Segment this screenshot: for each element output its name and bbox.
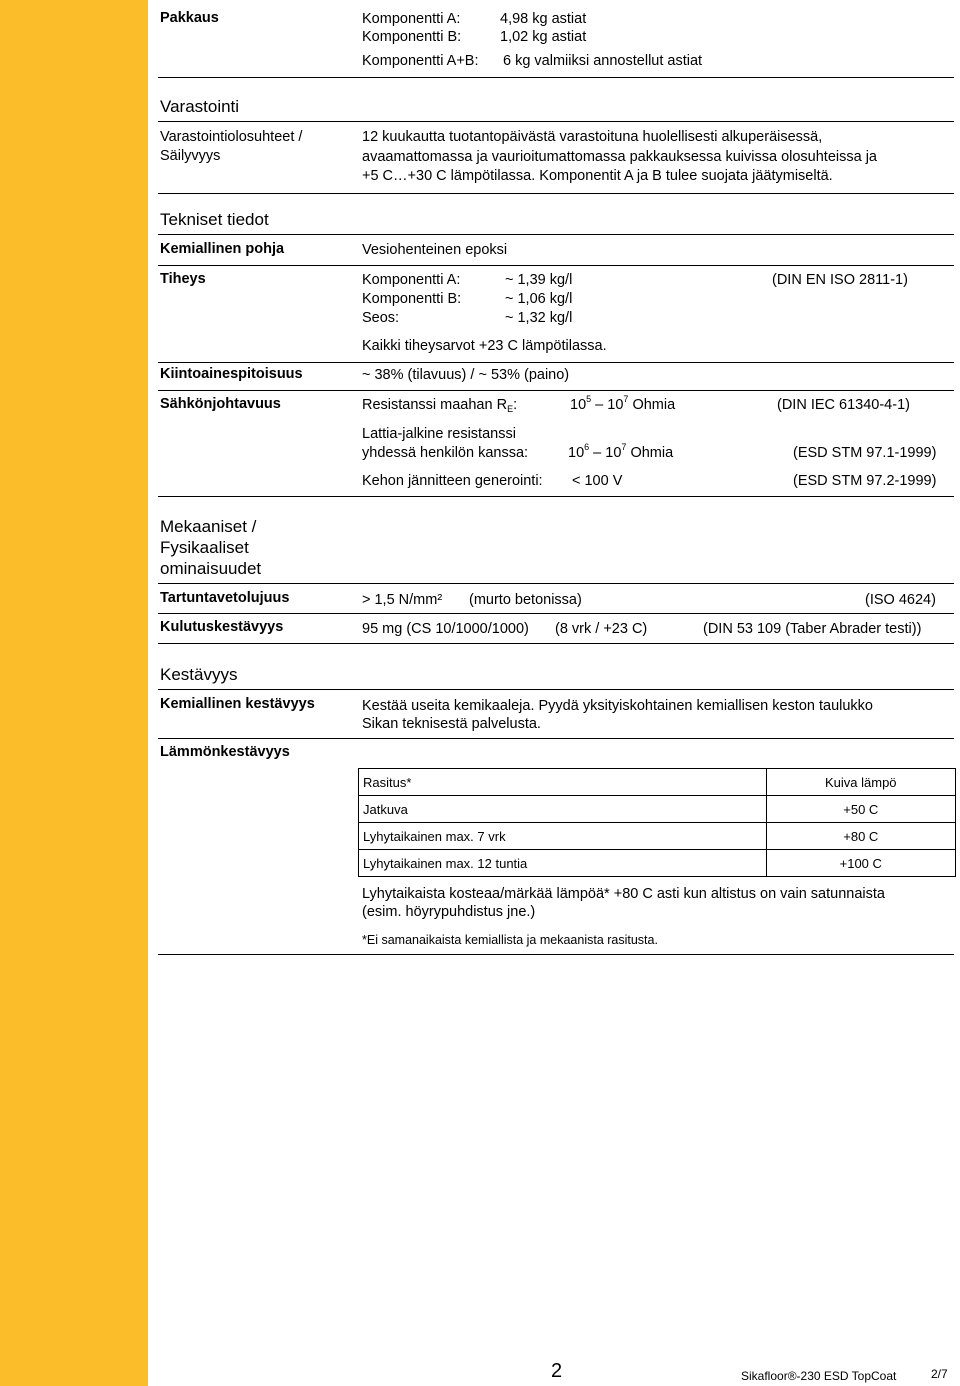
sahkonjohtavuus-label: Sähkönjohtavuus — [160, 396, 281, 412]
table-cell: +100 C — [766, 850, 955, 877]
kulutus-note: (8 vrk / +23 C) — [555, 621, 648, 637]
divider — [158, 643, 954, 644]
kehon-standard: (ESD STM 97.2-1999) — [793, 473, 937, 489]
lampo-note-1: Lyhytaikaista kosteaa/märkää lämpöä* +80 C asti kun altistus on vain satunnaista — [362, 886, 885, 902]
heat-resistance-table — [358, 768, 956, 877]
mekaaniset-heading-1: Mekaaniset / — [160, 517, 257, 536]
divider — [158, 583, 954, 584]
tiheys-value-seos: ~ 1,32 kg/l — [505, 310, 573, 326]
table-header-cell: Kuiva lämpö — [766, 769, 955, 796]
table-header-cell: Rasitus* — [359, 769, 767, 796]
tartunta-standard: (ISO 4624) — [865, 592, 936, 608]
pakkaus-key-a: Komponentti A: — [362, 11, 461, 27]
tiheys-label: Tiheys — [160, 271, 206, 287]
lammonkestavyys-label: Lämmönkestävyys — [160, 744, 290, 760]
lampo-footnote: *Ei samanaikaista kemiallista ja mekaanista rasitusta. — [362, 933, 658, 947]
divider — [158, 689, 954, 690]
pakkaus-value-a: 4,98 kg astiat — [500, 11, 587, 27]
lattia-label-1: Lattia-jalkine resistanssi — [362, 426, 516, 442]
table-cell: Lyhytaikainen max. 12 tuntia — [359, 850, 767, 877]
tartunta-value: > 1,5 N/mm² — [362, 592, 443, 608]
divider — [158, 954, 954, 955]
varastointi-label-1: Varastointiolosuhteet / — [160, 129, 303, 145]
kehon-label: Kehon jännitteen generointi: — [362, 473, 543, 489]
brand-sidebar — [0, 0, 148, 1386]
pakkaus-key-ab: Komponentti A+B: — [362, 53, 479, 69]
resistanssi-standard: (DIN IEC 61340-4-1) — [777, 397, 910, 413]
tiheys-key-b: Komponentti B: — [362, 291, 462, 307]
tartunta-label: Tartuntavetolujuus — [160, 590, 290, 606]
kiintoaine-value: ~ 38% (tilavuus) / ~ 53% (paino) — [362, 367, 570, 383]
table-row — [359, 850, 956, 877]
divider — [158, 234, 954, 235]
tiheys-key-seos: Seos: — [362, 310, 400, 326]
table-cell: Lyhytaikainen max. 7 vrk — [359, 823, 767, 850]
divider — [158, 613, 954, 614]
lampo-note-2: (esim. höyrypuhdistus jne.) — [362, 904, 536, 920]
tekniset-heading: Tekniset tiedot — [160, 210, 269, 229]
lattia-range: $10^6 - 10^7$ Ohmia — [568, 442, 674, 461]
tiheys-standard: (DIN EN ISO 2811-1) — [772, 272, 908, 288]
varastointi-text-3: +5 C…+30 C lämpötilassa. Komponentit A ja B tulee suojata jäätymiseltä. — [362, 168, 833, 184]
kulutus-standard: (DIN 53 109 (Taber Abrader testi)) — [703, 621, 922, 637]
table-row — [359, 796, 956, 823]
table-header-row — [359, 769, 956, 796]
pakkaus-label: Pakkaus — [160, 10, 219, 26]
lattia-standard: (ESD STM 97.1-1999) — [793, 445, 937, 461]
kemiallinen-pohja-value: Vesiohenteinen epoksi — [362, 242, 508, 258]
tiheys-value-b: ~ 1,06 kg/l — [505, 291, 573, 307]
kulutus-value: 95 mg (CS 10/1000/1000) — [362, 621, 529, 637]
table-row — [359, 823, 956, 850]
footer-page-of: 2/7 — [931, 1367, 948, 1381]
divider — [158, 362, 954, 363]
lattia-label-2: yhdessä henkilön kanssa: — [362, 445, 529, 461]
kemiallinen-kestavyys-text-2: Sikan teknisestä palvelusta. — [362, 716, 541, 732]
divider — [158, 121, 954, 122]
varastointi-text-2: avaamattomassa ja vaurioitumattomassa pakkauksessa kuivissa olosuhteissa ja — [362, 149, 877, 165]
kulutus-label: Kulutuskestävyys — [160, 619, 284, 635]
varastointi-text-1: 12 kuukautta tuotantopäivästä varastoituna huolellisesti alkuperäisessä, — [362, 129, 823, 145]
varastointi-label-2: Säilyvyys — [160, 148, 221, 164]
divider — [158, 738, 954, 739]
table-cell: +80 C — [766, 823, 955, 850]
divider — [158, 265, 954, 266]
resistanssi-label: Resistanssi maahan $R_E$: — [362, 397, 518, 414]
pakkaus-value-b: 1,02 kg astiat — [500, 29, 587, 45]
varastointi-heading: Varastointi — [160, 97, 240, 116]
kehon-value: < 100 V — [572, 473, 623, 489]
tiheys-note: Kaikki tiheysarvot +23 C lämpötilassa. — [362, 338, 607, 354]
tiheys-key-a: Komponentti A: — [362, 272, 461, 288]
kemiallinen-kestavyys-text-1: Kestää useita kemikaaleja. Pyydä yksityiskohtainen kemiallisen keston taulukko — [362, 698, 873, 714]
mekaaniset-heading-3: ominaisuudet — [160, 559, 262, 578]
kemiallinen-pohja-label: Kemiallinen pohja — [160, 241, 285, 257]
kestavyys-heading: Kestävyys — [160, 665, 238, 684]
page-number: 2 — [551, 1360, 563, 1382]
tartunta-note: (murto betonissa) — [469, 592, 582, 608]
divider — [158, 390, 954, 391]
divider — [158, 77, 954, 78]
kemiallinen-kestavyys-label: Kemiallinen kestävyys — [160, 696, 315, 712]
table-cell: +50 C — [766, 796, 955, 823]
footer-product: Sikafloor®-230 ESD TopCoat — [741, 1369, 897, 1383]
pakkaus-value-ab: 6 kg valmiiksi annostellut astiat — [503, 53, 703, 69]
resistanssi-range: $10^5 - 10^7$ Ohmia — [570, 394, 676, 413]
divider — [158, 496, 954, 497]
pakkaus-key-b: Komponentti B: — [362, 29, 462, 45]
tiheys-value-a: ~ 1,39 kg/l — [505, 272, 573, 288]
table-cell: Jatkuva — [359, 796, 767, 823]
divider — [158, 193, 954, 194]
mekaaniset-heading-2: Fysikaaliset — [160, 538, 249, 557]
kiintoaine-label: Kiintoainespitoisuus — [160, 366, 303, 382]
